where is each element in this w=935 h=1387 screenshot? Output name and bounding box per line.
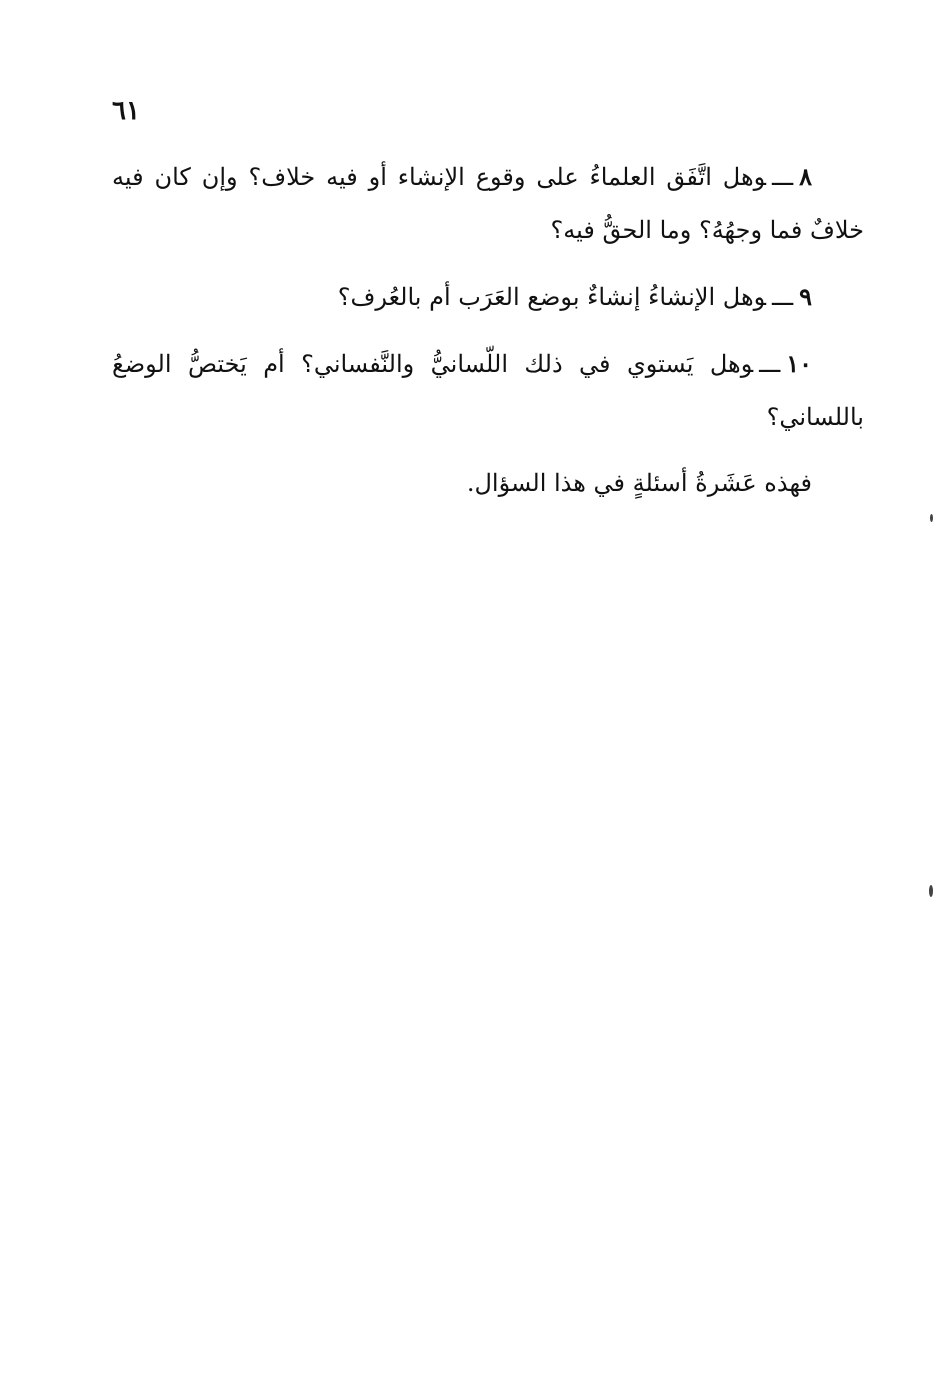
- question-number: ٩: [799, 282, 812, 311]
- scan-speck: [929, 885, 933, 897]
- question-text: وهل يَستوي في ذلك اللّسانيُّ والنَّفساني؟ أم يَختصُّ الوضعُ باللساني؟: [112, 350, 864, 431]
- question-text: وهل اتَّفَق العلماءُ على وقوع الإنشاء أو فيه خلاف؟ وإن كان فيه خلافٌ فما وجهُهُ؟ وما الحقُّ فيه؟: [112, 163, 864, 244]
- scan-speck: [930, 514, 933, 522]
- question-dash: ـــ: [772, 163, 794, 191]
- question-text: وهل الإنشاءُ إنشاءٌ بوضع العَرَب أم بالعُرف؟: [337, 283, 767, 311]
- body-text: [112, 150, 864, 523]
- question-dash: ـــ: [772, 283, 794, 311]
- question-item: [112, 270, 864, 324]
- question-number: ٨: [799, 162, 812, 191]
- question-item: [112, 337, 864, 444]
- summary-paragraph: فهذه عَشَرةُ أسئلةٍ في هذا السؤال.: [466, 469, 812, 497]
- question-dash: ـــ: [759, 350, 781, 378]
- question-item: [112, 150, 864, 257]
- page-number: ٦١: [112, 96, 140, 126]
- question-number: ١٠: [786, 349, 812, 378]
